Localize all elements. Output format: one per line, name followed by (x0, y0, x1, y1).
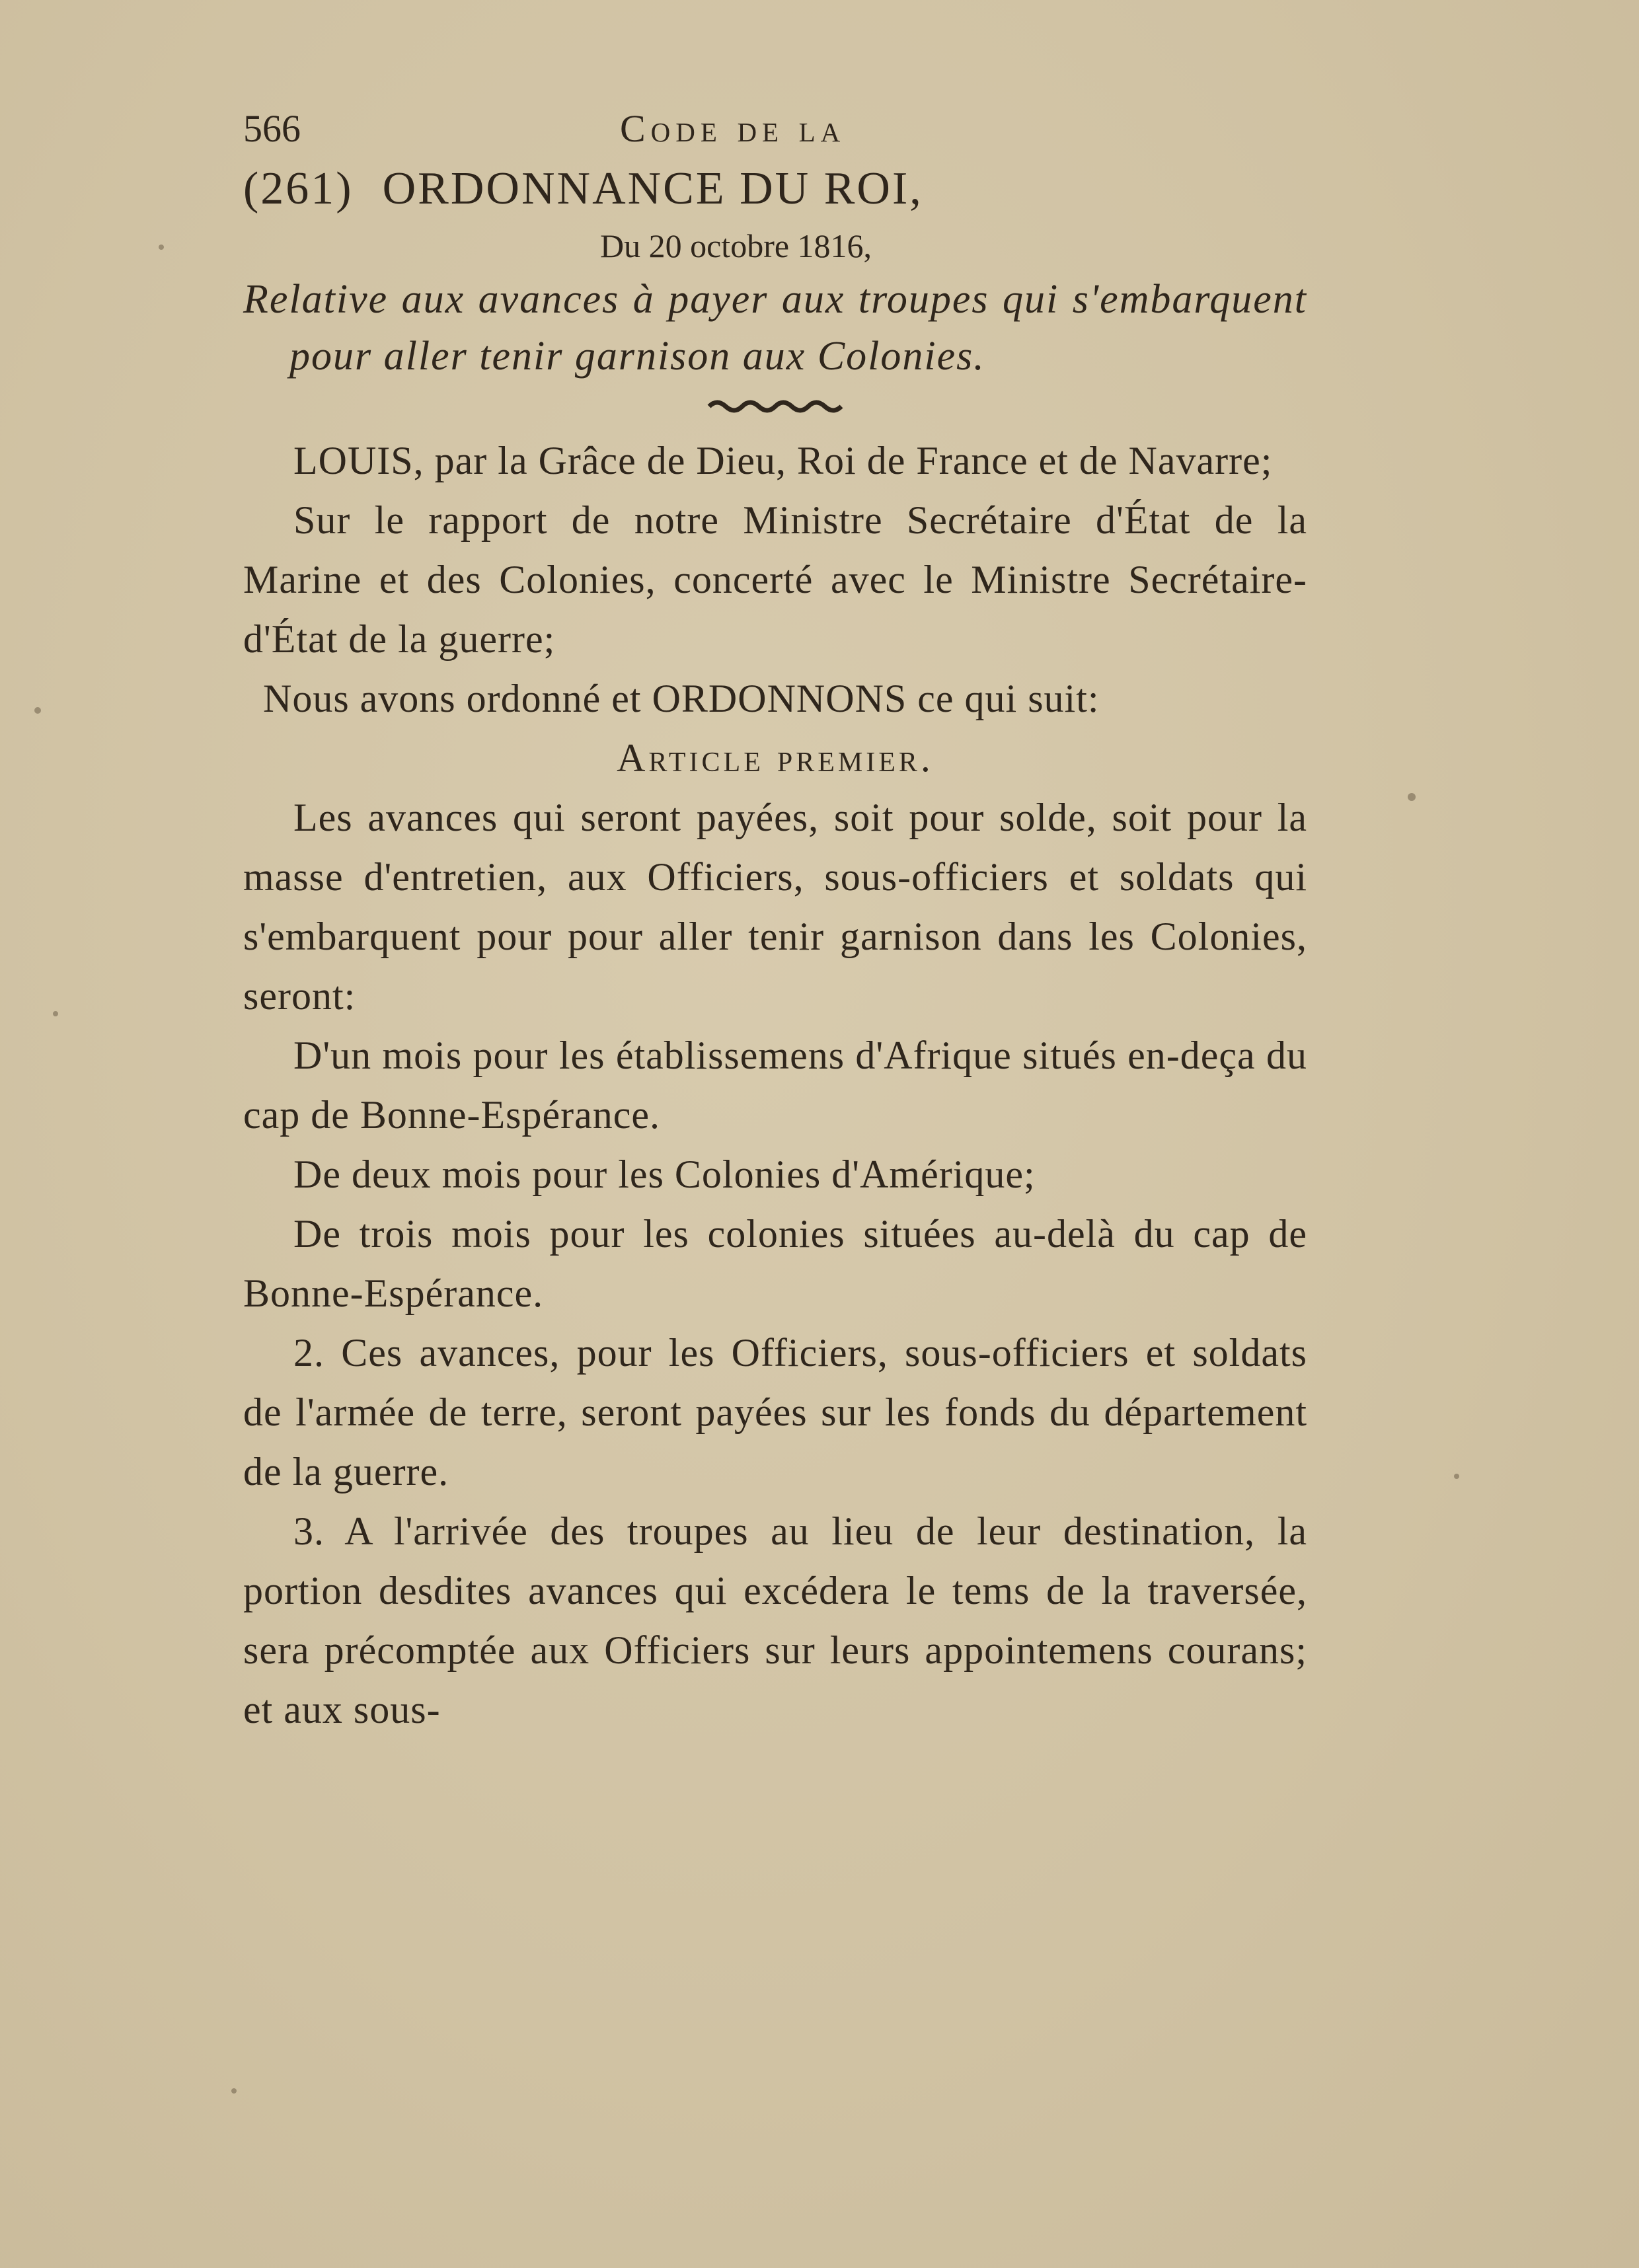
article-heading: Article premier. (617, 736, 934, 780)
paper-speck (1408, 793, 1416, 801)
ordinance-title (243, 157, 1307, 221)
preamble-king: LOUIS, par la Grâce de Dieu, Roi de France et de Navarre; (293, 439, 1273, 482)
paper-speck (159, 245, 164, 250)
wavy-rule-ornament (706, 397, 845, 416)
paper-speck (231, 2088, 237, 2094)
ordinance-date: Du 20 octobre 1816, (600, 227, 872, 264)
paragraph: De deux mois pour les Colonies d'Amérique; (293, 1153, 1036, 1196)
paragraph: 2. Ces avances, pour les Officiers, sous-officiers et soldats de l'armée de terre, seront payées sur les fonds du département de la guerre. (243, 1331, 1307, 1493)
running-head: Code de la (620, 107, 846, 150)
ordinance-subject: Relative aux avances à payer aux troupes qui s'embarquent pour aller tenir garnison aux Colonies. (243, 277, 1307, 379)
page-number: 566 (243, 107, 301, 150)
text-column (243, 99, 1307, 1739)
paper-speck (1454, 1474, 1459, 1479)
preamble-report: Sur le rapport de notre Ministre Secrétaire d'État de la Marine et des Colonies, concerté avec le Ministre Secrétaire-d'État de la guerre; (243, 498, 1307, 661)
ordinance-number: (261) (243, 163, 354, 214)
enacting-clause: Nous avons ordonné et ORDONNONS ce qui suit: (263, 677, 1100, 720)
paper-speck (34, 707, 41, 714)
paragraph: D'un mois pour les établissemens d'Afrique situés en-deça du cap de Bonne-Espérance. (243, 1034, 1307, 1137)
paragraph: Les avances qui seront payées, soit pour solde, soit pour la masse d'entretien, aux Officiers, sous-officiers et soldats qui s'embarquent pour pour aller tenir garnison dans les Colonies, seront: (243, 796, 1307, 1018)
ornamental-rule (243, 385, 1307, 431)
paper-speck (53, 1011, 58, 1016)
page-header (243, 99, 1307, 157)
paragraph: 3. A l'arrivée des troupes au lieu de leur destination, la portion desdites avances qui excédera le tems de la traversée, sera précomptée aux Officiers sur leurs appointemens courans; et aux sous- (243, 1509, 1307, 1731)
ordinance-title-text: ORDONNANCE DU ROI, (382, 163, 923, 214)
paragraph: De trois mois pour les colonies situées au-delà du cap de Bonne-Espérance. (243, 1212, 1307, 1315)
